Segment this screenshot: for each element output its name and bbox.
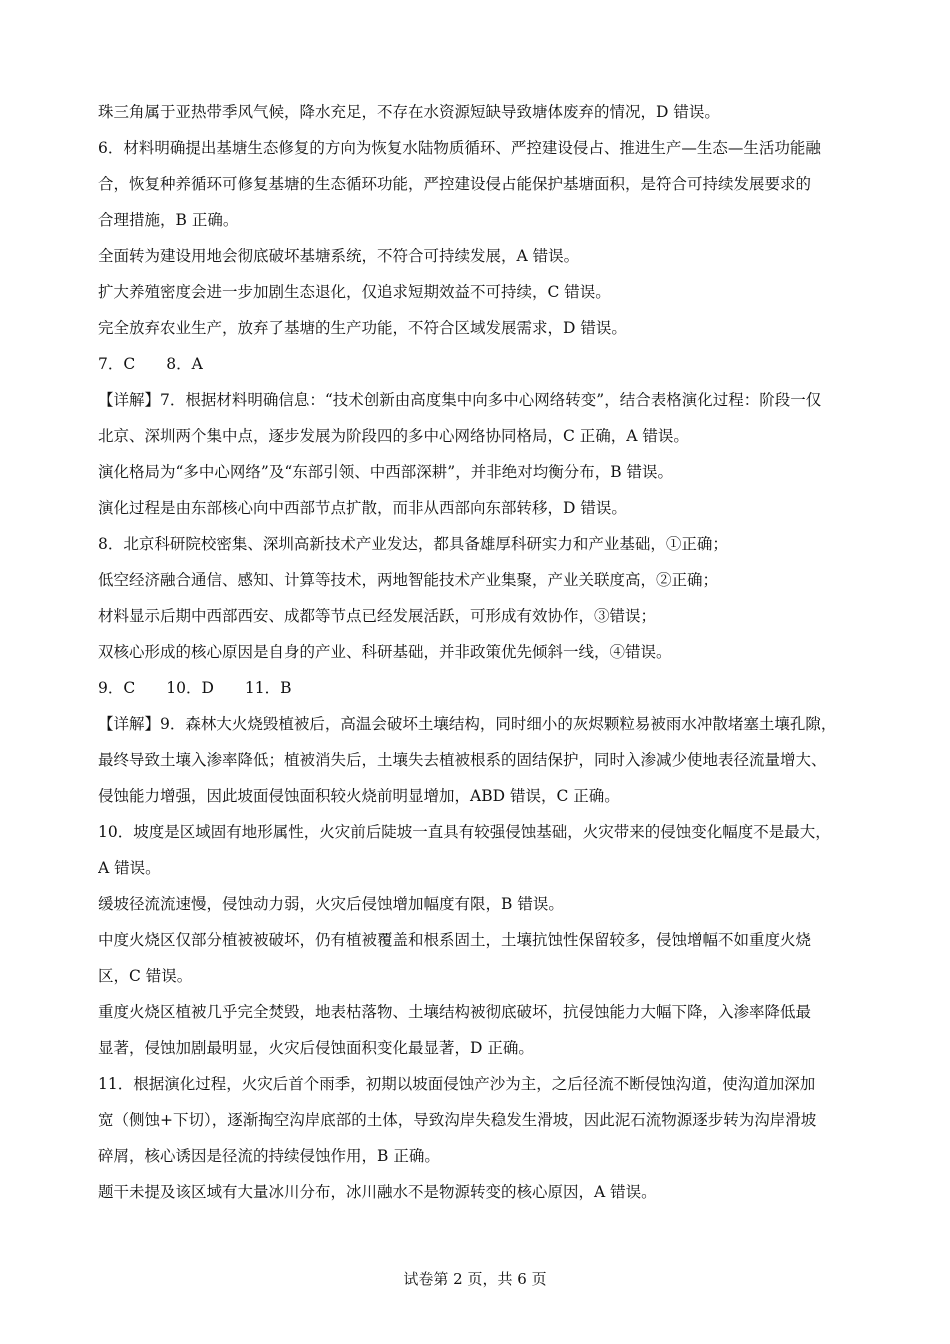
text-line: 侵蚀能力增强，因此坡面侵蚀面积较火烧前明显增加，ABD 错误，C 正确。 [98,787,620,805]
text-line: 北京、深圳两个集中点，逐步发展为阶段四的多中心网络协同格局，C 正确，A 错误。 [98,427,689,445]
text-line: 宽（侧蚀+下切），逐渐掏空沟岸底部的土体，导致沟岸失稳发生滑坡，因此泥石流物源逐步转为沟岸滑坡 [98,1111,817,1129]
answer-line: 9．C 10．D 11．B [98,679,292,697]
text-line: 【详解】7．根据材料明确信息：“技术创新由高度集中向多中心网络转变”，结合表格演化过程：阶段一仅 [98,391,822,409]
text-line: 演化格局为“多中心网络”及“东部引领、中西部深耕”，并非绝对均衡分布，B 错误。 [98,463,674,481]
text-line: 【详解】9．森林大火烧毁植被后，高温会破坏土壤结构，同时细小的灰烬颗粒易被雨水冲散堵塞土壤孔隙， [98,715,837,733]
answer-line: 7．C 8．A [98,355,203,373]
text-line: 碎屑，核心诱因是径流的持续侵蚀作用，B 正确。 [98,1147,440,1165]
text-line: 显著，侵蚀加剧最明显，火灾后侵蚀面积变化最显著，D 正确。 [98,1039,534,1057]
text-line: 区，C 错误。 [98,967,193,985]
text-line: 全面转为建设用地会彻底破坏基塘系统，不符合可持续发展，A 错误。 [98,247,580,265]
text-line: 10．坡度是区域固有地形属性，火灾前后陡坡一直具有较强侵蚀基础，火灾带来的侵蚀变化幅度不是最大， [98,823,831,841]
text-line: 材料显示后期中西部西安、成都等节点已经发展活跃，可形成有效协作，③错误； [98,607,657,625]
text-line: 6．材料明确提出基塘生态修复的方向为恢复水陆物质循环、严控建设侵占、推进生产—生态—生活功能融 [98,139,821,157]
text-line: 11．根据演化过程，火灾后首个雨季，初期以坡面侵蚀产沙为主，之后径流不断侵蚀沟道，使沟道加深加 [98,1075,816,1093]
text-line: 完全放弃农业生产，放弃了基塘的生产功能，不符合区域发展需求，D 错误。 [98,319,627,337]
text-line: 合，恢复种养循环可修复基塘的生态循环功能，严控建设侵占能保护基塘面积，是符合可持续发展要求的 [98,175,812,193]
text-line: 珠三角属于亚热带季风气候，降水充足，不存在水资源短缺导致塘体废弃的情况，D 错误。 [98,103,720,121]
text-line: 最终导致土壤入渗率降低；植被消失后，土壤失去植被根系的固结保护，同时入渗减少使地表径流量增大、 [98,751,827,769]
text-line: A 错误。 [98,859,161,877]
page-footer: 试卷第 2 页，共 6 页 [403,1270,547,1288]
text-line: 重度火烧区植被几乎完全焚毁，地表枯落物、土壤结构被彻底破坏，抗侵蚀能力大幅下降，入渗率降低最 [98,1003,812,1021]
text-line: 缓坡径流流速慢，侵蚀动力弱，火灾后侵蚀增加幅度有限，B 错误。 [98,895,564,913]
document-body [98,94,868,1210]
text-line: 中度火烧区仅部分植被被破坏，仍有植被覆盖和根系固土，土壤抗蚀性保留较多，侵蚀增幅不如重度火烧 [98,931,812,949]
text-line: 低空经济融合通信、感知、计算等技术，两地智能技术产业集聚，产业关联度高，②正确； [98,571,719,589]
text-line: 合理措施，B 正确。 [98,211,239,229]
text-line: 题干未提及该区域有大量冰川分布，冰川融水不是物源转变的核心原因，A 错误。 [98,1183,657,1201]
text-line: 双核心形成的核心原因是自身的产业、科研基础，并非政策优先倾斜一线，④错误。 [98,643,672,661]
text-line: 8．北京科研院校密集、深圳高新技术产业发达，都具备雄厚科研实力和产业基础，①正确； [98,535,728,553]
text-line: 演化过程是由东部核心向中西部节点扩散，而非从西部向东部转移，D 错误。 [98,499,627,517]
text-line: 扩大养殖密度会进一步加剧生态退化，仅追求短期效益不可持续，C 错误。 [98,283,611,301]
